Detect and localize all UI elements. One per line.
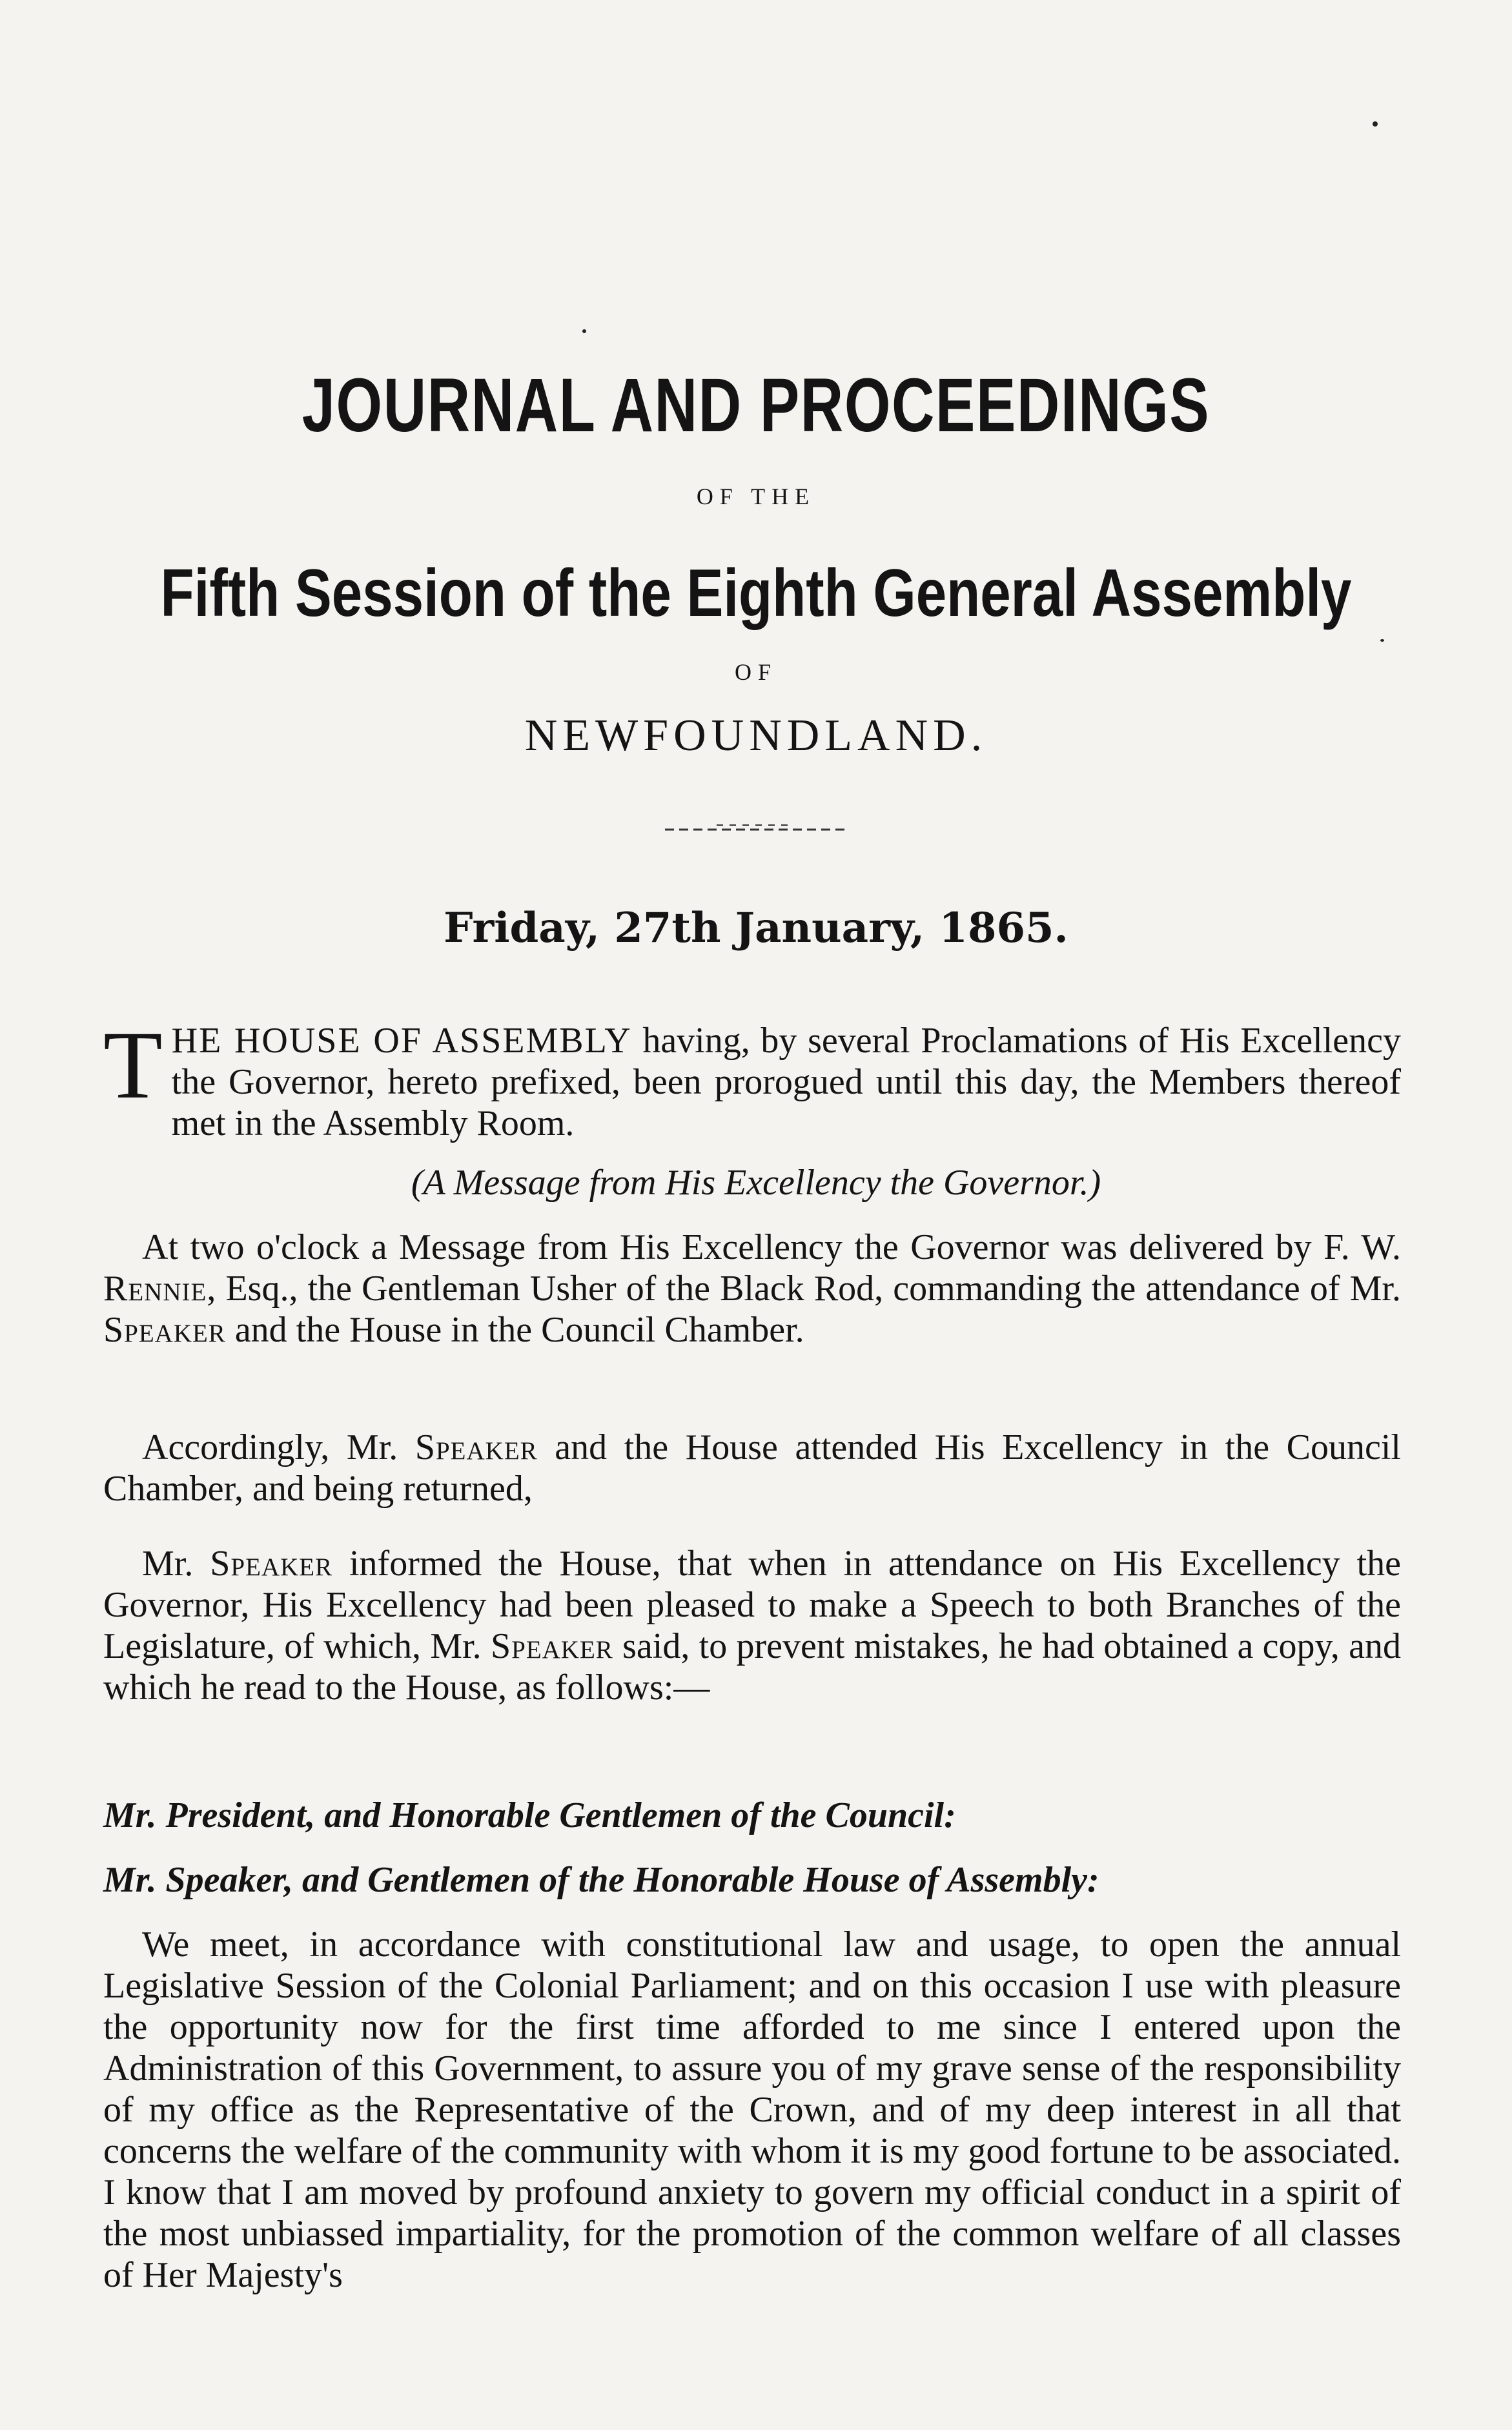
address-assembly: Mr. Speaker, and Gentlemen of the Honorable House of Assembly:	[103, 1860, 1099, 1900]
address-council: Mr. President, and Honorable Gentlemen of the Council:	[103, 1795, 956, 1835]
speaker-title: Speaker	[210, 1544, 333, 1584]
speech-paragraph: We meet, in accordance with constitutional law and usage, to open the annual Legislative Session of the Colonial Parliament; and on this occasion I use with pleasure the opportunity now for the first time afforded to me since I entered upon the Administration of this Government, to assure you of my grave sense of the responsibility of my office as the Representative of the Crown, and of my deep interest in all that concerns the welfare of the community with whom it is my good fortune to be associated. I know that I am moved by profound anxiety to govern my official conduct in a spirit of the most unbiassed impartiality, for the promotion of the common welfare of all classes of Her Majesty's	[103, 1925, 1401, 2295]
speaker-title: Speaker	[414, 1427, 538, 1467]
usher-name: Rennie	[103, 1269, 207, 1309]
divider-ornament	[659, 820, 852, 839]
message-heading: (A Message from His Excellency the Governor.)	[411, 1163, 1101, 1203]
print-speck	[1373, 121, 1378, 127]
session-date: Friday, 27th January, 1865.	[444, 904, 1068, 952]
print-speck	[1380, 639, 1384, 642]
message-paragraph	[103, 1227, 1401, 1351]
speaker-report-paragraph	[103, 1543, 1401, 1708]
p2-text-c: and the House in the Council Chamber.	[225, 1310, 804, 1350]
place-title: NEWFOUNDLAND.	[524, 711, 988, 761]
speaker-title: Speaker	[103, 1310, 226, 1350]
p3-text-b: and the House attended His Excellency in the Council Chamber, and being returned,	[103, 1427, 1401, 1509]
opening-rest: having, by several Proclamations of His Excellency the Governor, hereto prefixed, been prorogued until this day, the Members thereof met in the Assembly Room.	[171, 1021, 1401, 1143]
p4-text-c: said, to prevent mistakes, he had obtained a copy, and which he read to the House, as follows:—	[103, 1626, 1402, 1708]
p2-text-a: At two o'clock a Message from His Excellency the Governor was delivered by F. W.	[142, 1227, 1401, 1267]
p3-text-a: Accordingly, Mr.	[142, 1427, 415, 1467]
speaker-title: Speaker	[490, 1626, 613, 1666]
of-the-label: OF THE	[696, 484, 816, 509]
journal-title: JOURNAL AND PROCEEDINGS	[301, 363, 1211, 448]
opening-paragraph	[103, 1012, 1401, 1144]
of-label: OF	[734, 659, 778, 685]
print-speck	[582, 329, 586, 333]
p4-text-a: Mr.	[142, 1544, 210, 1584]
attendance-paragraph	[103, 1427, 1401, 1509]
session-title: Fifth Session of the Eighth General Assembly	[160, 556, 1352, 631]
p2-text-b: , Esq., the Gentleman Usher of the Black Rod, commanding the attendance of Mr.	[207, 1269, 1401, 1309]
opening-lead: HE HOUSE OF ASSEMBLY	[171, 1021, 632, 1061]
p4-text-b: informed the House, that when in attendance on His Excellency the Governor, His Excellency had been pleased to make a Speech to both Branches of the Legislature, of which, Mr.	[103, 1544, 1401, 1666]
drop-cap: T	[103, 1012, 163, 1119]
